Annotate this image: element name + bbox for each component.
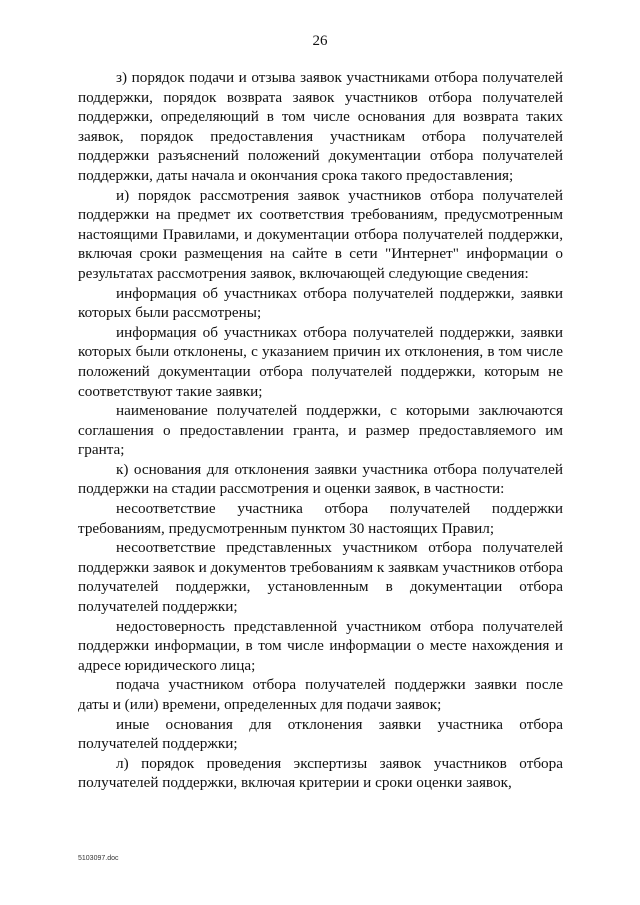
paragraph-l: л) порядок проведения экспертизы заявок участников отбора получателей поддержки, включая критерии и сроки оценки заявок, (78, 754, 563, 792)
paragraph-unreliable-info: недостоверность представленной участником отбора получателей поддержки информации, в том числе информации о месте нахождения и адресе юридического лица; (78, 617, 563, 674)
paragraph-late-submission: подача участником отбора получателей поддержки заявки после даты и (или) времени, определенных для подачи заявок; (78, 676, 563, 713)
page-number: 26 (312, 33, 328, 49)
paragraph-mismatch-documents: несоответствие представленных участником отбора получателей поддержки заявок и документов требованиям к заявкам участников отбора получателей поддержки, установленным в документации отбора получателей поддержки; (78, 539, 563, 616)
paragraph-info-rejected: информация об участниках отбора получателей поддержки, заявки которых были отклонены, с указанием причин их отклонения, в том числе положений документации отбора получателей поддержки, которым не соответствуют такие заявки; (78, 323, 563, 400)
paragraph-mismatch-participant: несоответствие участника отбора получателей поддержки требованиям, предусмотренным пунктом 30 настоящих Правил; (78, 500, 563, 537)
document-body (78, 68, 563, 793)
footer-document-code: 5103097.doc (78, 855, 119, 862)
paragraph-k: к) основания для отклонения заявки участника отбора получателей поддержки на стадии рассмотрения и оценки заявок, в частности: (78, 460, 563, 498)
paragraph-i: и) порядок рассмотрения заявок участников отбора получателей поддержки на предмет их соответствия требованиям, предусмотренным настоящими Правилами, и документации отбора получателей поддержки, включая сроки размещения на сайте в сети "Интернет" информации о результатах рассмотрения заявок, включающей следующие сведения: (78, 186, 563, 282)
paragraph-grant-recipients: наименование получателей поддержки, с которыми заключаются соглашения о предоставлении гранта, и размер предоставляемого им гранта; (78, 402, 563, 459)
paragraph-z: з) порядок подачи и отзыва заявок участниками отбора получателей поддержки, порядок возврата заявок участников отбора получателей поддержки, определяющий в том числе основания для возврата таких заявок, порядок предоставления участникам отбора получателей поддержки разъяснений положений документации отбора получателей поддержки, даты начала и окончания срока такого предоставления; (78, 69, 563, 184)
paragraph-other-grounds: иные основания для отклонения заявки участника отбора получателей поддержки; (78, 715, 563, 753)
paragraph-info-reviewed: информация об участниках отбора получателей поддержки, заявки которых были рассмотрены; (78, 284, 563, 322)
